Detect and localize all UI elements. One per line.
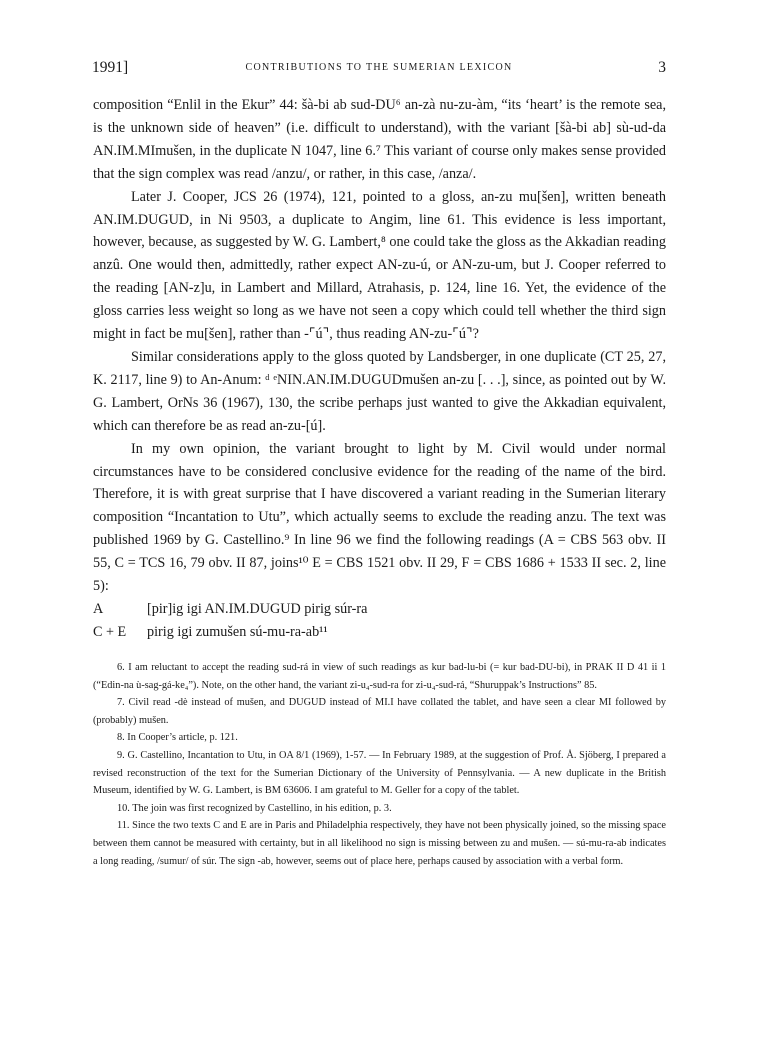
reading-text: pirig igi zumušen sú-mu-ra-ab¹¹ bbox=[147, 623, 328, 640]
footnote-7: 7. Civil read -dè instead of mušen, and DUGUD instead of MI.I have collated the tablet, and have seen a clear MI followed by (probably) mušen. bbox=[93, 697, 666, 726]
footnote-9: 9. G. Castellino, Incantation to Utu, in OA 8/1 (1969), 1-57. — In February 1989, at the suggestion of Prof. Å. Sjöberg, I prepared a revised reconstruction of the text for the Sumerian Dictionary of the University of Pennsylvania. — A new duplicate in the British Museum, identified by W. G. Lambert, is BM 63606. I am grateful to M. Geller for a copy of the tablet. bbox=[93, 749, 666, 797]
reading-line-ce bbox=[93, 621, 666, 644]
footnote-10: 10. The join was first recognized by Castellino, in his edition, p. 3. bbox=[117, 802, 392, 814]
footnotes bbox=[93, 659, 666, 870]
reading-line-a bbox=[93, 598, 666, 621]
main-text bbox=[93, 94, 666, 644]
paragraph-1: composition “Enlil in the Ekur” 44: šà-bi ab sud-DU⁶ an-zà nu-zu-àm, “its ‘heart’ is the remote sea, is the unknown side of heaven” (i.e. difficult to understand), with the variant [šà-bi ab] sù-ud-da AN.IM.MImušen, in the duplicate N 1047, line 6.⁷ This variant of course only makes sense provided that the sign complex was read /anzu/, or rather, in this case, /anza/. bbox=[93, 97, 666, 182]
reading-text: [pir]ig igi AN.IM.DUGUD pirig súr-ra bbox=[147, 600, 368, 617]
footnote-6: 6. I am reluctant to accept the reading sud-rá in view of such readings as kur bad-lu-bi (= kur bad-DU-bi), in PRAK II D 41 ii 1 (“Edin-na ù-sag-gá-ke₄”). Note, on the other hand, the variant zi-u₄-sud-ra for zi-u₄-sud-rá, “Shuruppak’s Instructions” 85. bbox=[93, 662, 666, 691]
paragraph-2: Later J. Cooper, JCS 26 (1974), 121, pointed to a gloss, an-zu mu[šen], written beneath AN.IM.DUGUD, in Ni 9503, a duplicate to Angim, line 61. This evidence is less important, however, because, as suggested by W. G. Lambert,⁸ one could take the gloss as the Akkadian reading anzû. One would then, admittedly, rather expect AN-zu-ú, or AN-zu-um, but J. Cooper referred to the reading [AN-z]u, in Lambert and Millard, Atrahasis, p. 124, line 16. Yet, the evidence of the gloss carries less weight so long as we have not seen a copy which could tell whether the third sign might in fact be mu[šen], rather than -⌜ú⌝, thus reading AN-zu-⌜ú⌝? bbox=[93, 188, 666, 343]
header-year: 1991] bbox=[92, 59, 129, 76]
reading-label: C + E bbox=[93, 623, 127, 640]
header-running-title: CONTRIBUTIONS TO THE SUMERIAN LEXICON bbox=[245, 62, 513, 73]
paragraph-4: In my own opinion, the variant brought to light by M. Civil would under normal circumstances have to be considered conclusive evidence for the reading of the name of the bird. Therefore, it is with great surprise that I have discovered a variant reading in the Sumerian literary composition “Incantation to Utu”, which actually seems to exclude the reading anzu. The text was published 1969 by G. Castellino.⁹ In line 96 we find the following readings (A = CBS 563 obv. II 55, C = TCS 16, 79 obv. II 87, joins¹⁰ E = CBS 1521 obv. II 29, F = CBS 1686 + 1533 II sec. 2, line 5): bbox=[93, 440, 666, 595]
reading-label: A bbox=[93, 600, 104, 617]
header-page-number: 3 bbox=[658, 59, 666, 76]
footnote-11: 11. Since the two texts C and E are in Paris and Philadelphia respectively, they have not been physically joined, so the missing space between them cannot be measured with certainty, but in all likelihood no sign is missing between zu and mušen. — sú-mu-ra-ab indicates a long reading, /sumur/ of súr. The sign -ab, however, seems out of place here, perhaps caused by association with a verbal form. bbox=[93, 820, 666, 867]
paragraph-3: Similar considerations apply to the gloss quoted by Landsberger, in one duplicate (CT 25, 27, K. 2117, line 9) to An-Anum: ᵈ ᵉNIN.AN.IM.DUGUDmušen an-zu [. . .], since, as pointed out by W. G. Lambert, OrNs 36 (1967), 130, the scribe perhaps just wanted to give the Akkadian equivalent, which can therefore be as read an-zu-[ú]. bbox=[93, 348, 666, 434]
running-header bbox=[92, 59, 666, 81]
footnote-8: 8. In Cooper’s article, p. 121. bbox=[117, 732, 238, 744]
